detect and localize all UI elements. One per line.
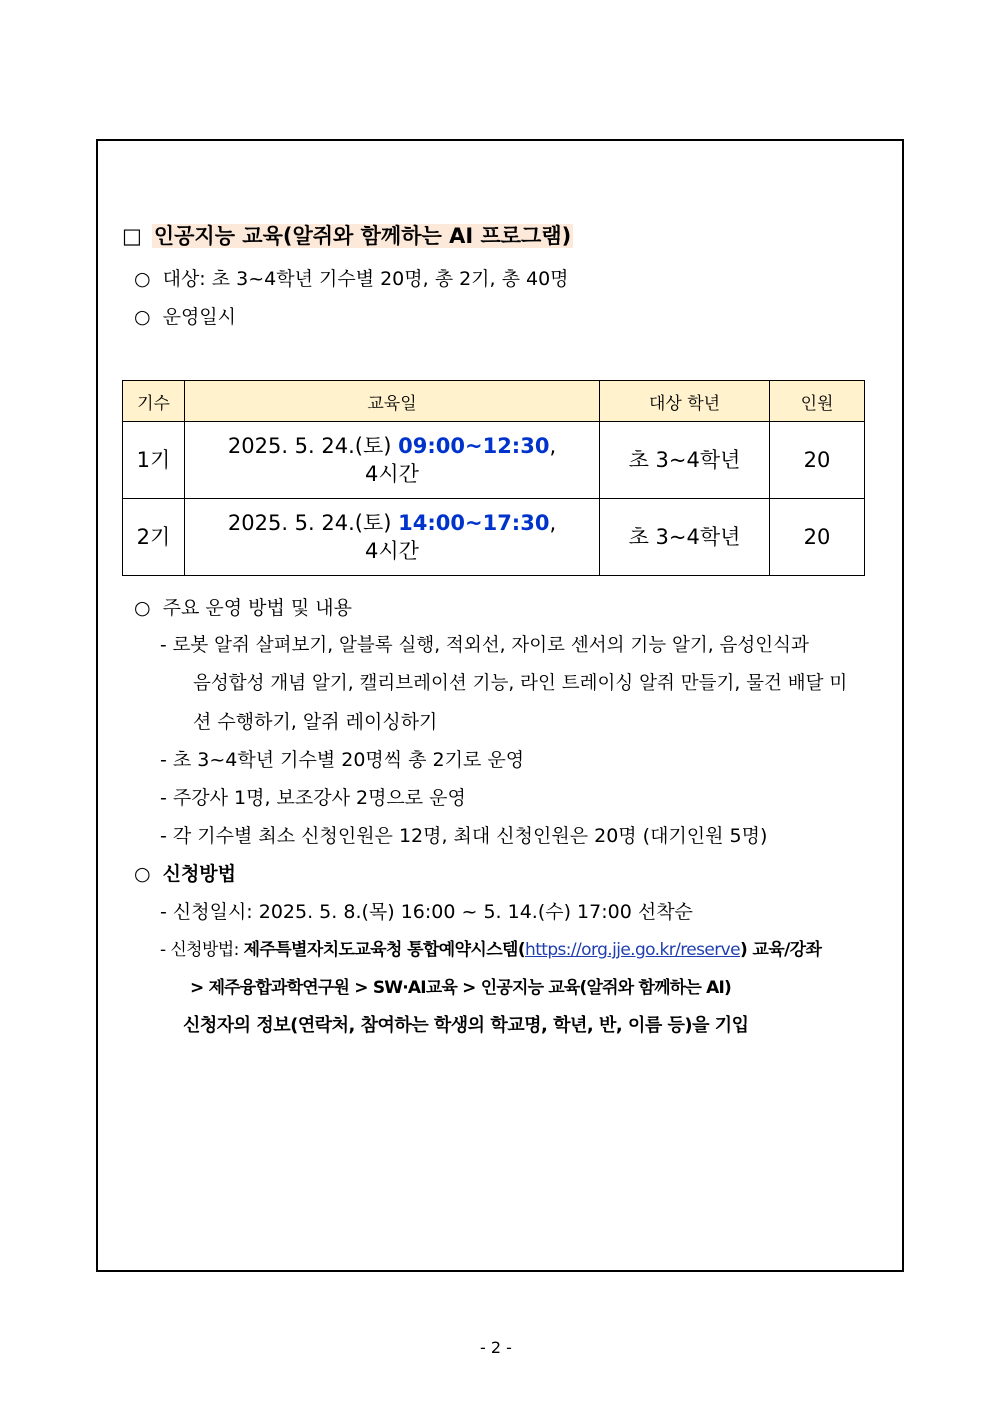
- target-bullet: [134, 264, 569, 291]
- header-cohort: 기수: [123, 381, 185, 422]
- checkbox-square-icon: □: [122, 224, 142, 248]
- date-text: 2025. 5. 24.(토): [227, 511, 392, 535]
- apply-method-line-3: 신청자의 정보(연락처, 참여하는 학생의 학교명, 학년, 반, 이름 등)을 기입: [183, 1015, 749, 1036]
- cohort-cell: 2기: [123, 499, 185, 576]
- apply-method-label: - 신청방법:: [160, 940, 239, 960]
- circle-bullet-icon: ○: [134, 597, 151, 619]
- duration-text: 4시간: [365, 539, 419, 563]
- apply-bullet: [134, 859, 236, 886]
- section-title: [122, 220, 573, 250]
- grade-cell: 초 3~4학년: [600, 422, 770, 499]
- header-grade: 대상 학년: [600, 381, 770, 422]
- count-cell: 20: [770, 422, 865, 499]
- apply-system-name: 제주특별자치도교육청 통합예약시스템(: [243, 940, 526, 960]
- method-bullet: [134, 593, 352, 620]
- apply-method-line-2: > 제주융합과학연구원 > SW·AI교육 > 인공지능 교육(알쥐와 함께하는 AI): [190, 978, 731, 998]
- header-date: 교육일: [185, 381, 600, 422]
- section-title-text: 인공지능 교육(알쥐와 함께하는 AI 프로그램): [153, 224, 572, 248]
- apply-text: 신청방법: [162, 863, 237, 885]
- circle-bullet-icon: ○: [134, 268, 151, 290]
- method-item-1-line-1: - 로봇 알쥐 살펴보기, 알블록 실행, 적외선, 자이로 센서의 기능 알기, 음성인식과: [160, 635, 809, 656]
- schedule-bullet: [134, 302, 236, 329]
- header-count: 인원: [770, 381, 865, 422]
- method-item-4: - 각 기수별 최소 신청인원은 12명, 최대 신청인원은 20명 (대기인원 5명): [160, 825, 768, 847]
- time-text: 09:00~12:30: [398, 434, 550, 458]
- table-row: [123, 422, 865, 499]
- reserve-link[interactable]: https://org.jje.go.kr/reserve: [525, 940, 740, 960]
- method-item-1-line-2: 음성합성 개념 알기, 캘리브레이션 기능, 라인 트레이싱 알쥐 만들기, 물건 배달 미: [193, 673, 848, 694]
- circle-bullet-icon: ○: [134, 306, 151, 328]
- target-text: 대상: 초 3~4학년 기수별 20명, 총 2기, 총 40명: [162, 268, 569, 290]
- schedule-text: 운영일시: [162, 306, 237, 328]
- circle-bullet-icon: ○: [134, 863, 151, 885]
- table-header-row: [123, 381, 865, 422]
- cohort-cell: 1기: [123, 422, 185, 499]
- apply-method-line-1: [160, 935, 821, 960]
- time-text: 14:00~17:30: [398, 511, 550, 535]
- schedule-table: [122, 380, 865, 576]
- method-item-1-line-3: 션 수행하기, 알쥐 레이싱하기: [193, 711, 438, 733]
- count-cell: 20: [770, 499, 865, 576]
- apply-path-1: ) 교육/강좌: [739, 940, 822, 960]
- apply-period: - 신청일시: 2025. 5. 8.(목) 16:00 ~ 5. 14.(수) 17:00 선착순: [160, 901, 693, 923]
- method-item-3: - 주강사 1명, 보조강사 2명으로 운영: [160, 787, 466, 809]
- duration-text: 4시간: [365, 462, 419, 486]
- method-text: 주요 운영 방법 및 내용: [162, 597, 352, 619]
- table-row: [123, 499, 865, 576]
- date-text: 2025. 5. 24.(토): [227, 434, 392, 458]
- grade-cell: 초 3~4학년: [600, 499, 770, 576]
- method-item-2: - 초 3~4학년 기수별 20명씩 총 2기로 운영: [160, 749, 525, 771]
- date-cell: 2025. 5. 24.(토) 14:00~17:30, 4시간: [185, 499, 600, 576]
- page-number: - 2 -: [480, 1338, 512, 1357]
- date-cell: 2025. 5. 24.(토) 09:00~12:30, 4시간: [185, 422, 600, 499]
